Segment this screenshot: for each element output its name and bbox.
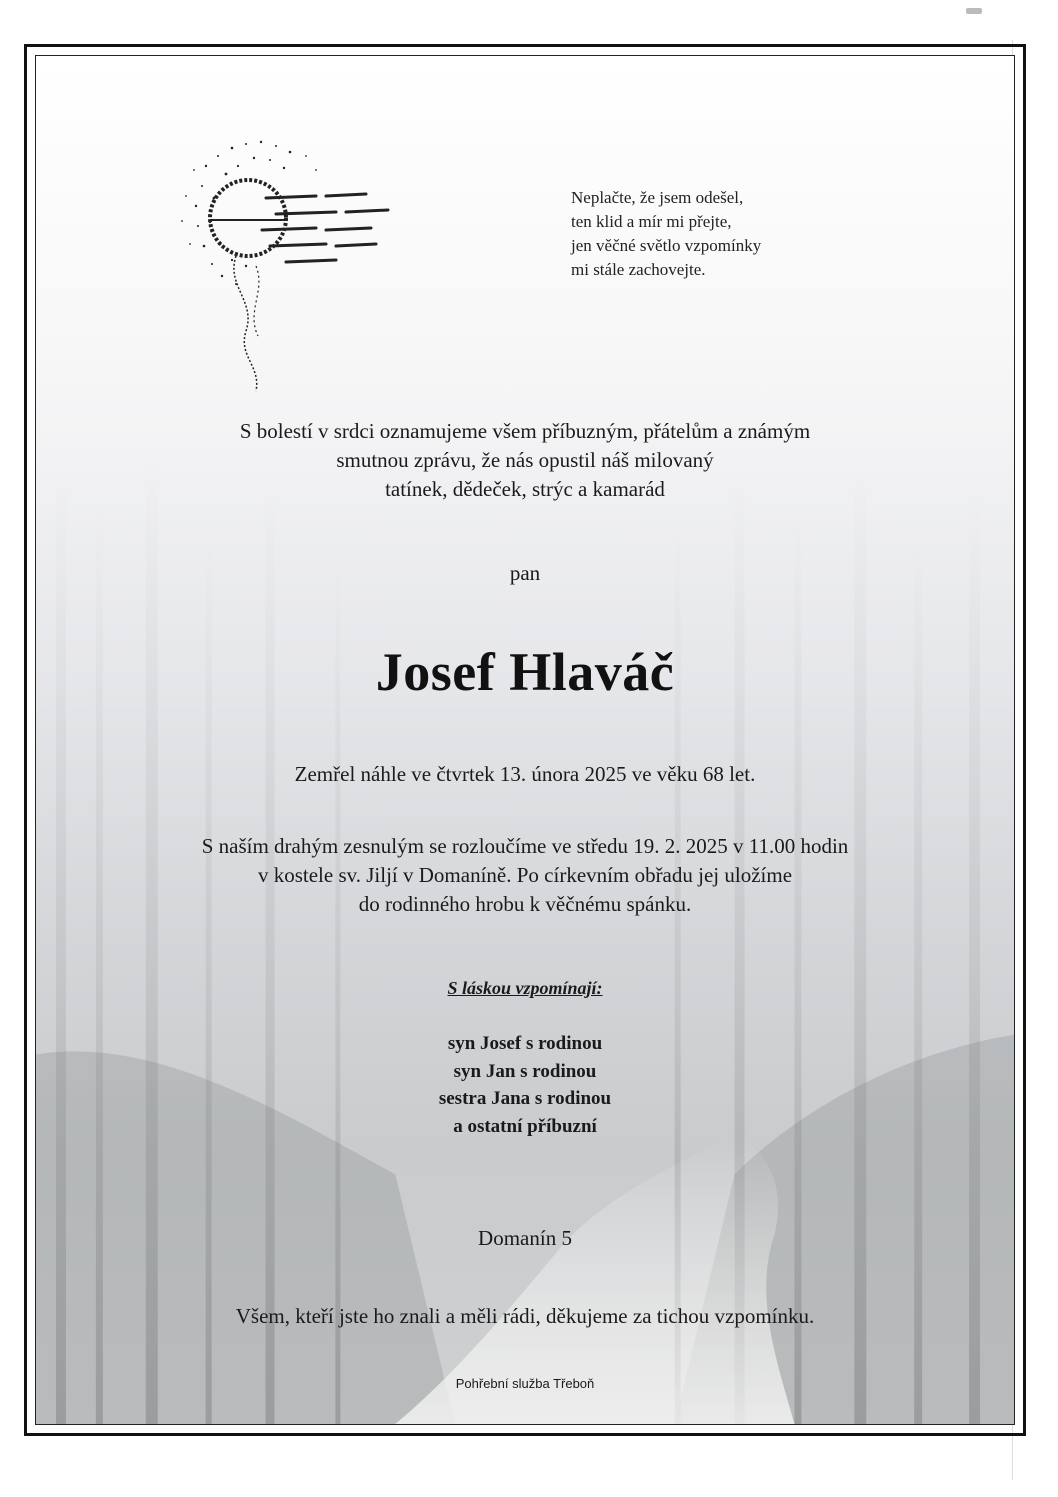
mourners-list [36, 1030, 1014, 1140]
remembrance-heading: S láskou vzpomínají: [447, 978, 603, 998]
sun-clouds-motif [166, 126, 396, 396]
mourner-item: sestra Jana s rodinou [438, 1088, 612, 1109]
death-info: Zemřel náhle ve čtvrtek 13. února 2025 ve věku 68 let. [294, 762, 756, 786]
announcement-line: smutnou zprávu, že nás opustil náš milovaný [336, 448, 714, 472]
poem-line: mi stále zachovejte. [571, 260, 706, 279]
funeral-line: S naším drahým zesnulým se rozloučíme ve středu 19. 2. 2025 v 11.00 hodin [201, 834, 849, 858]
mourner-item: syn Josef s rodinou [447, 1033, 603, 1054]
poem [571, 186, 901, 282]
address: Domanín 5 [478, 1226, 572, 1250]
announcement-line: S bolestí v srdci oznamujeme všem příbuzným, přátelům a známým [239, 419, 811, 443]
mourner-item: syn Jan s rodinou [453, 1060, 597, 1082]
funeral-details [36, 832, 1014, 919]
announcement-line: tatínek, dědeček, strýc a kamarád [385, 477, 665, 501]
notice-panel [35, 55, 1015, 1425]
funeral-line: do rodinného hrobu k věčnému spánku. [358, 892, 692, 916]
mourner-item: a ostatní příbuzní [453, 1115, 597, 1137]
scan-mark [966, 8, 982, 14]
poem-line: jen věčné světlo vzpomínky [571, 236, 762, 255]
poem-line: Neplačte, že jsem odešel, [571, 188, 744, 207]
deceased-name: Josef Hlaváč [375, 642, 675, 702]
poem-line: ten klid a mír mi přejte, [571, 212, 732, 231]
announcement-text [36, 417, 1014, 504]
funeral-line: v kostele sv. Jiljí v Domaníně. Po církevním obřadu jej uložíme [257, 863, 793, 887]
funeral-service-credit: Pohřební služba Třeboň [455, 1376, 595, 1391]
title-prefix: pan [509, 561, 541, 585]
thanks-text: Všem, kteří jste ho znali a měli rádi, děkujeme za tichou vzpomínku. [235, 1304, 815, 1328]
